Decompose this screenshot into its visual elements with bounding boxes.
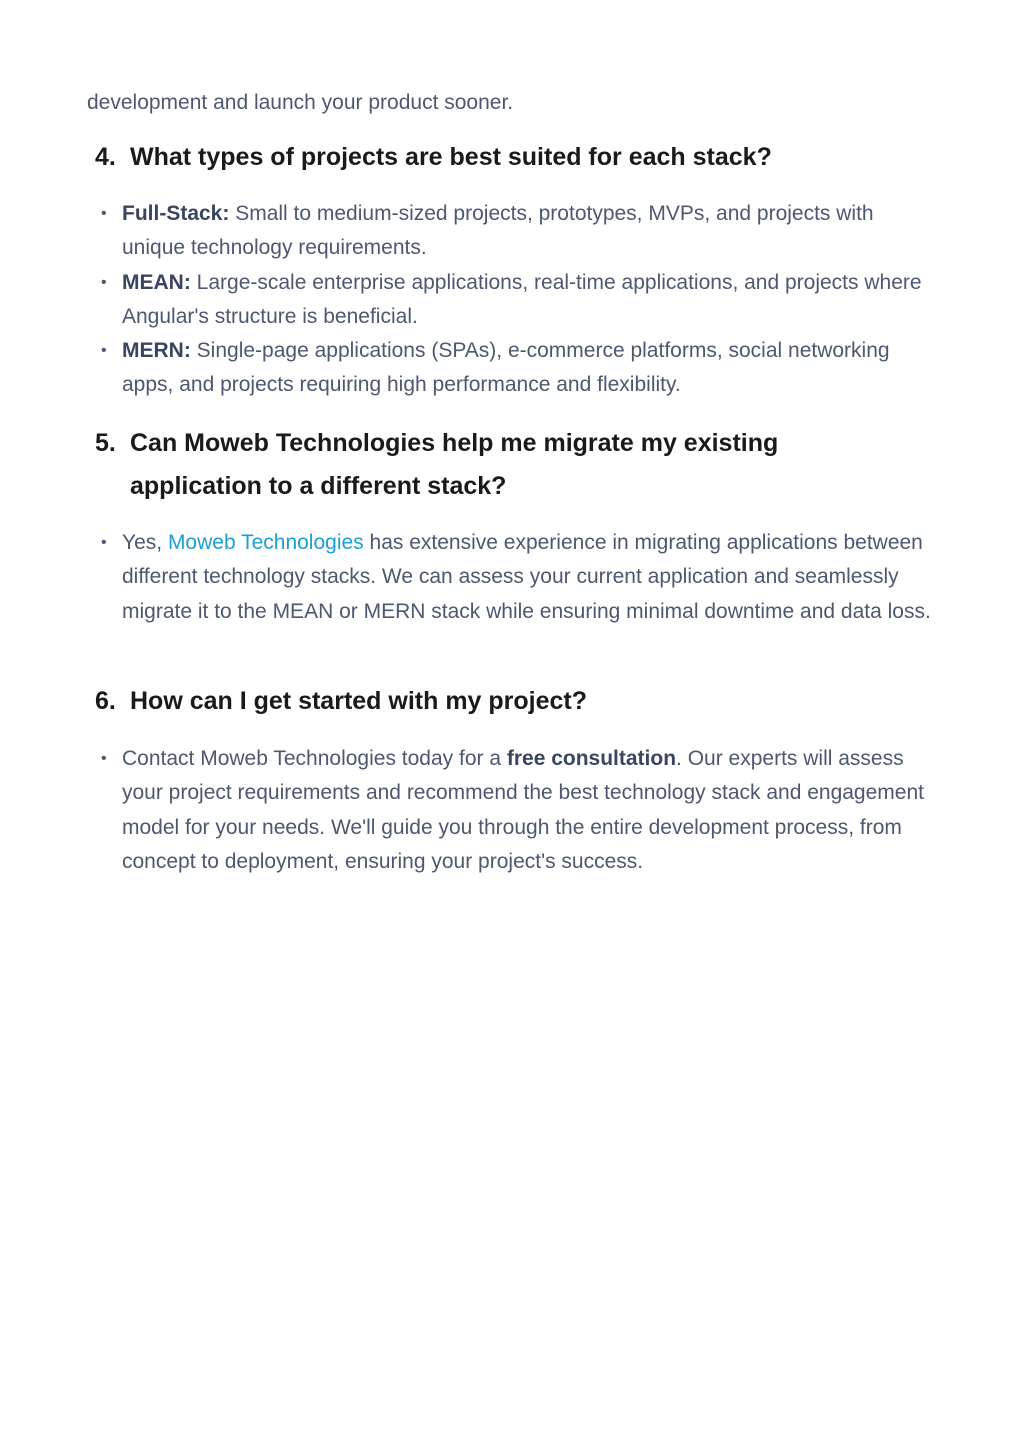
item-text: Single-page applications (SPAs), e-commerce platforms, social networking apps, and projects requiring high performance and flexibility.: [122, 339, 890, 397]
answer-list: [101, 742, 942, 879]
item-label: MERN:: [122, 339, 191, 363]
question-text: How can I get started with my project?: [130, 687, 588, 715]
question-number: 4.: [95, 143, 116, 171]
bullet-icon: •: [101, 750, 107, 767]
answer-text: . Our experts will assess your project requirements and recommend the best technology stack and engagement model for your needs. We'll guide you through the entire development process, from concept to deployment, ensuring your project's success.: [122, 747, 924, 873]
item-text: Large-scale enterprise applications, real-time applications, and projects where Angular's structure is beneficial.: [122, 270, 922, 328]
faq-question-6: [95, 680, 955, 723]
question-number: 5.: [95, 429, 116, 457]
question-line-1: Can Moweb Technologies help me migrate my existing: [130, 429, 779, 457]
list-item-mern: [101, 334, 942, 403]
faq-section-6: [95, 680, 955, 920]
moweb-technologies-link[interactable]: Moweb Technologies: [167, 531, 364, 554]
item-text: Small to medium-sized projects, prototypes, MVPs, and projects with unique technology requirements.: [122, 202, 874, 260]
bullet-icon: •: [101, 534, 107, 551]
answer-list: [101, 526, 942, 629]
list-item-get-started: [101, 742, 942, 879]
question-number: 6.: [95, 687, 116, 715]
faq-question-4: [95, 136, 955, 179]
answer-text: has extensive experience in migrating applications between different technology stacks. We can assess your current application and seamlessly migrate it to the MEAN or MERN stack while ensuring minimal downtime and data loss.: [122, 531, 931, 623]
answer-prefix: Contact Moweb Technologies today for a: [122, 747, 507, 770]
bullet-icon: •: [101, 205, 107, 222]
answer-prefix: Yes,: [122, 531, 168, 554]
bullet-icon: •: [101, 342, 107, 360]
faq-section-4: [95, 136, 955, 416]
question-line-2: application to a different stack?: [130, 472, 507, 500]
list-item-migration: [101, 526, 942, 629]
faq-section-5: [95, 422, 955, 672]
question-text: What types of projects are best suited for each stack?: [130, 143, 772, 171]
item-label: Full-Stack:: [122, 202, 230, 225]
list-item-mean: [101, 266, 942, 335]
faq-question-5: [95, 422, 955, 508]
item-label: MEAN:: [122, 270, 191, 294]
answer-list: [101, 197, 942, 403]
list-item-full-stack: [101, 197, 942, 266]
free-consultation-text: free consultation: [506, 747, 677, 770]
bullet-icon: •: [101, 273, 107, 291]
intro-text: development and launch your product sooner.: [87, 91, 514, 114]
question-text: [130, 422, 955, 508]
